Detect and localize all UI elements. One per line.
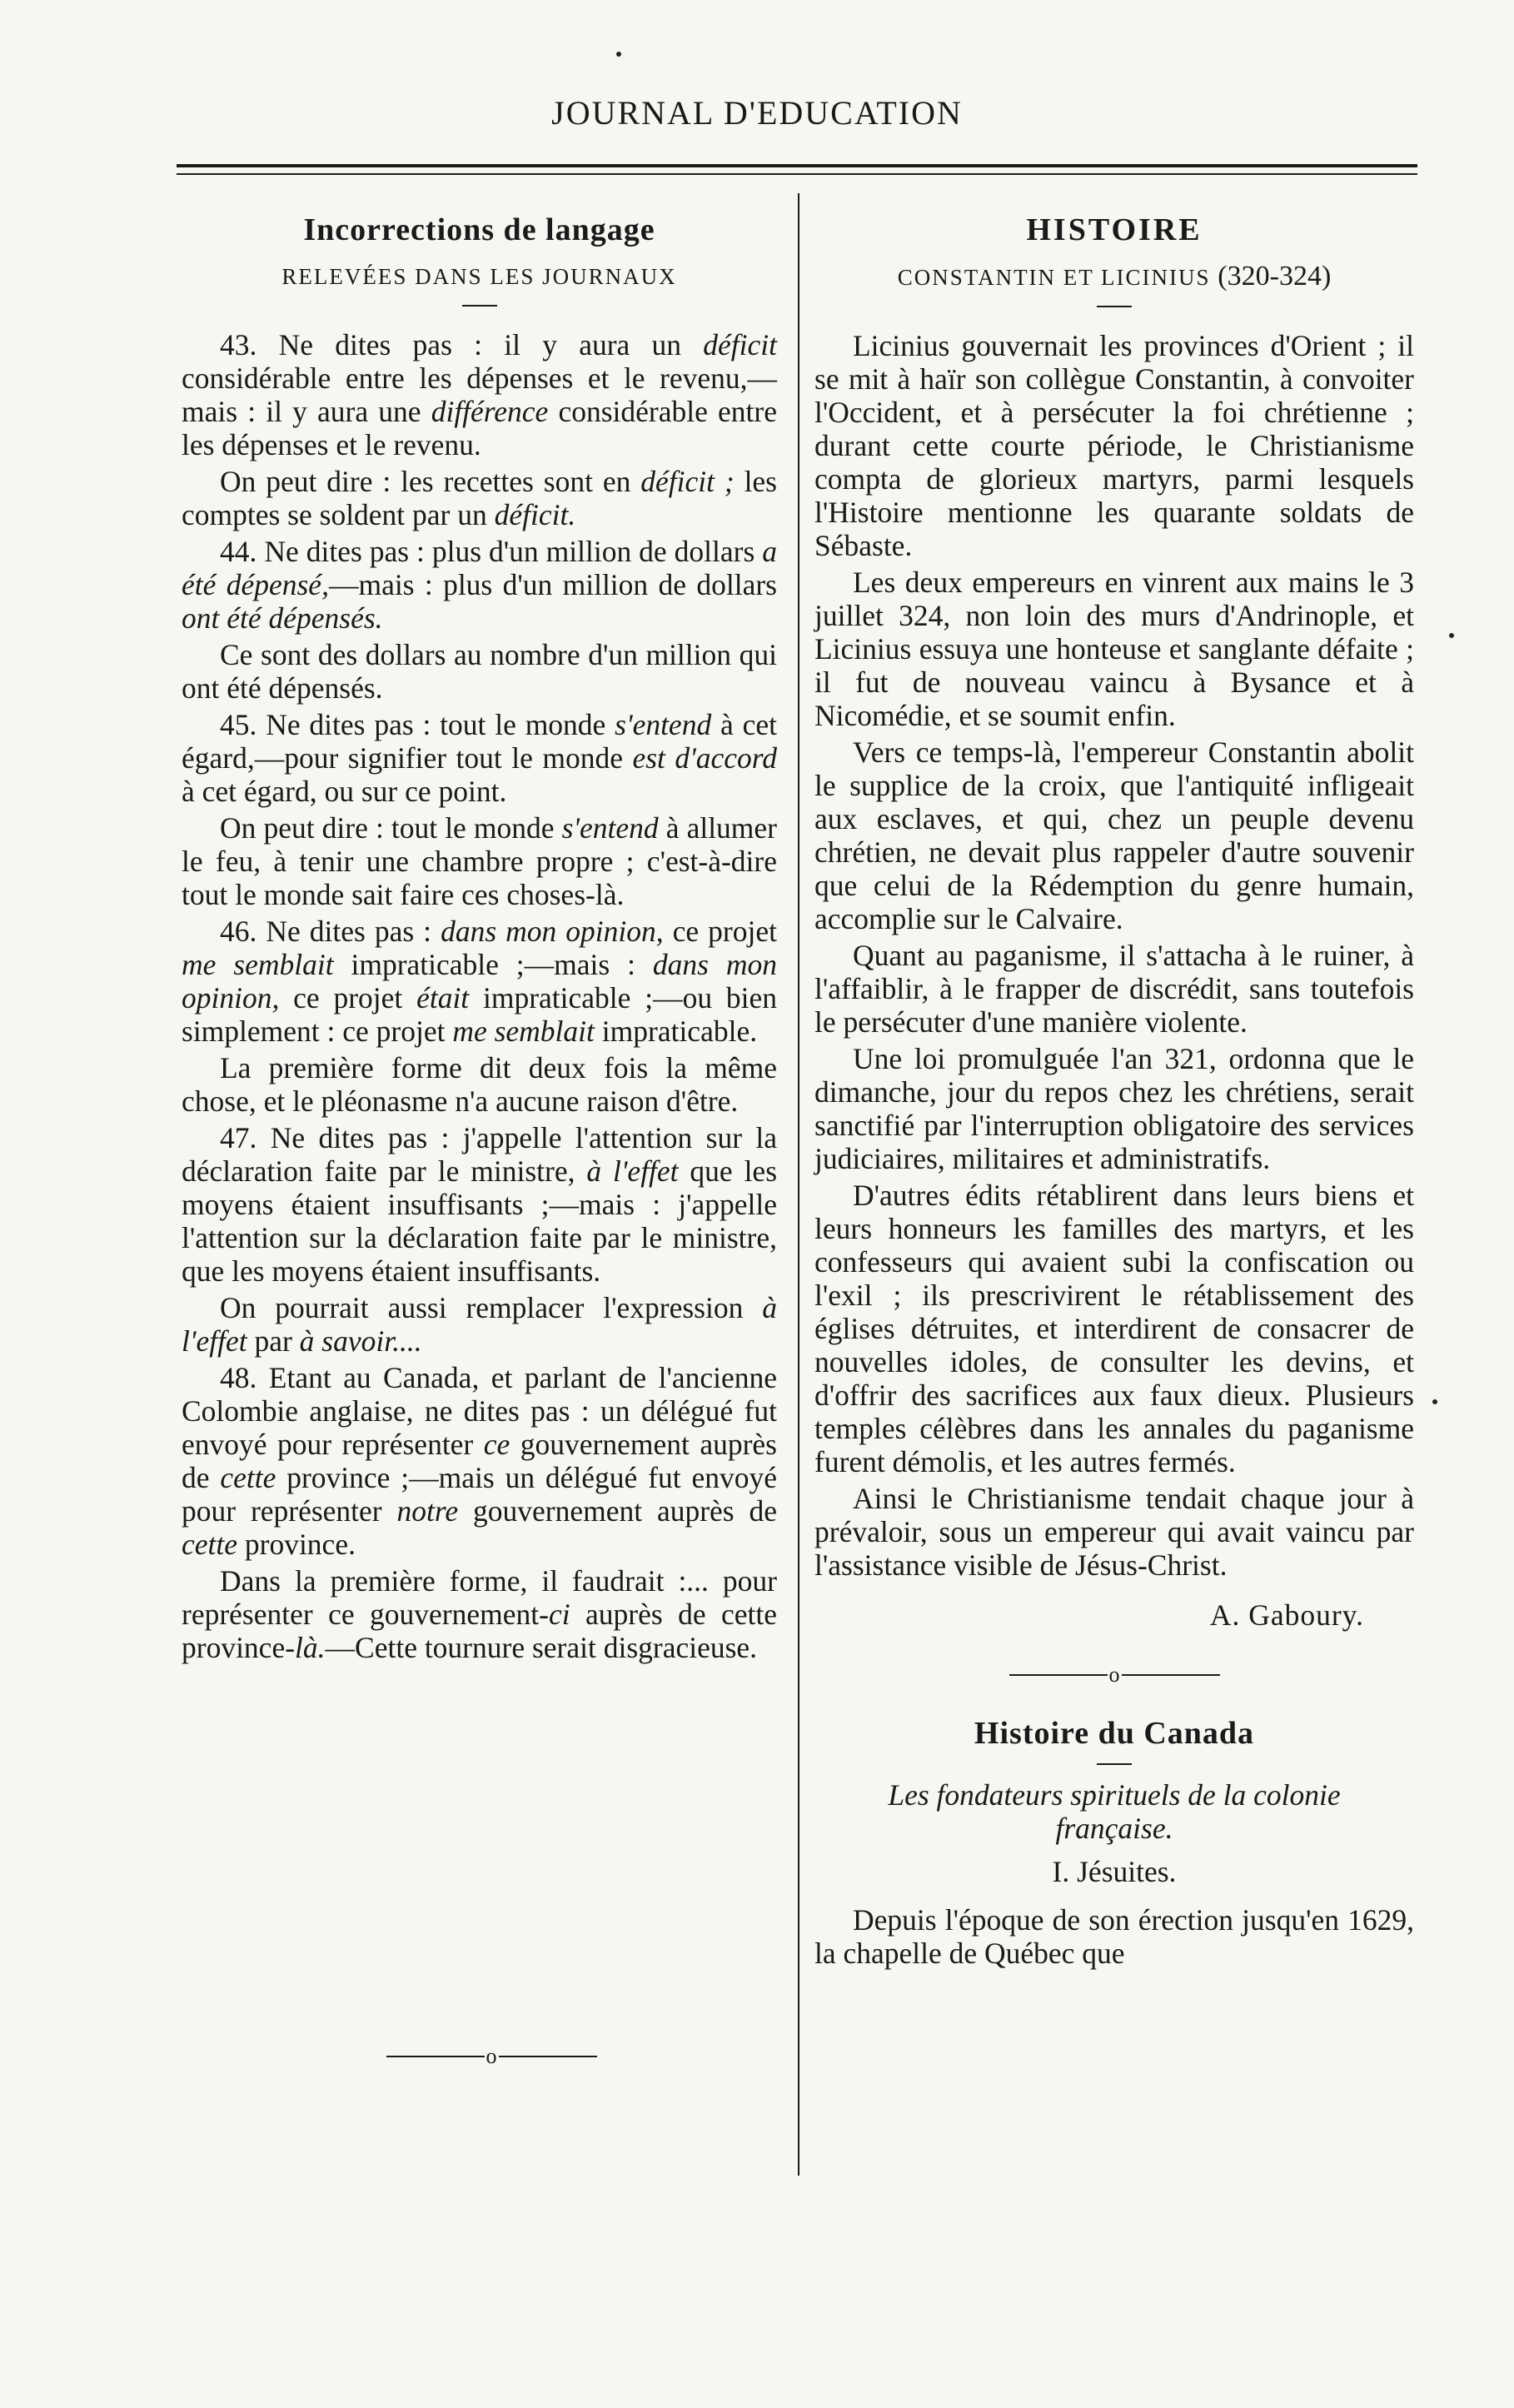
text-run: Une loi promulguée l'an 321, ordonna que le dimanche, jour du repos chez les chrétiens, serait sanctifié par l'interruption obligatoire des services judiciaires, militaires et administratifs.: [814, 1042, 1414, 1175]
text-run: Ainsi le Christianisme tendait chaque jour à prévaloir, sous un empereur qui avait vaincu par l'assistance visible de Jésus-Christ.: [814, 1482, 1414, 1582]
text-run: Licinius gouvernait les provinces d'Orient ; il se mit à haïr son collègue Constantin, à convoiter l'Occident, et à persécuter la foi chrétienne ; durant cette courte période, le Christianisme compta de glorieux martyrs, parmi lesquels l'Histoire mentionne les quarante soldats de Sébaste.: [814, 329, 1414, 562]
italic-text: s'entend: [561, 811, 659, 845]
text-run: Ce sont des dollars au nombre d'un million qui ont été dépensés.: [182, 638, 777, 705]
paragraph: [182, 811, 777, 911]
text-run: D'autres édits rétablirent dans leurs biens et leurs honneurs les familles des martyrs, et les confesseurs qui avaient subi la confiscation ou l'exil ; ils prescrivirent le rétablissement des églises détruites, et interdirent de consacrer de nouvelles idoles, de consulter les devins, et d'offrir des sacrifices aux faux dieux. Plusieurs temples célèbres dans les annales du paganisme furent démolis, et les autres fermés.: [814, 1179, 1414, 1478]
right-paragraphs: [814, 329, 1414, 1582]
left-paragraphs: [182, 328, 777, 1664]
text-run: à allumer le feu, à tenir une chambre propre ; c'est-à-dire tout le monde sait faire ces choses-là.: [182, 811, 778, 911]
text-run: ce projet: [663, 915, 777, 948]
paragraph: [182, 915, 777, 1048]
text-run: considérable entre les dépenses et le revenu.: [182, 395, 777, 461]
italic-text: notre: [396, 1494, 459, 1528]
column-divider: [798, 193, 799, 2176]
text-run: considérable entre les dépenses et le revenu,—mais : il y aura une: [182, 361, 777, 428]
text-run: —Cette tournure serait disgracieuse.: [325, 1631, 758, 1664]
italic-text: a été dépensé,: [182, 535, 777, 601]
text-run: 48. Etant au Canada, et parlant de l'ancienne Colombie anglaise, ne dites pas : un délégué fut envoyé pour représenter: [182, 1361, 777, 1461]
text-run: à cet égard, ou sur ce point.: [182, 775, 507, 808]
paragraph: [182, 708, 777, 808]
text-run: les comptes se soldent par un: [182, 465, 778, 531]
paragraph: [814, 1903, 1414, 1970]
italic-text: là.: [295, 1631, 326, 1664]
text-run: auprès de cette province-: [182, 1598, 777, 1664]
paragraph: [814, 735, 1414, 935]
paragraph: [814, 939, 1414, 1039]
italic-text: était: [416, 981, 470, 1015]
italic-text: déficit.: [494, 498, 576, 531]
right-ornament-mark: o: [1108, 1663, 1120, 1688]
text-run: On pourrait aussi remplacer l'expression: [220, 1291, 763, 1324]
right-title-dash: [1097, 306, 1132, 307]
left-title-dash: [462, 305, 497, 307]
print-speck: [1449, 633, 1454, 638]
text-run: Les deux empereurs en vinrent aux mains le 3 juillet 324, non loin des murs d'Andrinople, et Licinius essuya une honteuse et sanglante défaite ; il fut de nouveau vaincu à Bysance et à Nicomédie, et se soumit enfin.: [814, 566, 1414, 732]
paragraph: [182, 1051, 777, 1118]
italic-text: ci: [548, 1598, 570, 1631]
paragraph: [814, 1179, 1414, 1478]
left-column: [182, 213, 777, 1668]
text-run: ce projet: [279, 981, 417, 1015]
left-bottom-ornament: [366, 2042, 616, 2069]
text-run: La première forme dit deux fois la même chose, et le pléonasme n'a aucune raison d'être.: [182, 1051, 777, 1118]
text-run: Depuis l'époque de son érection jusqu'en 1629, la chapelle de Québec que: [814, 1903, 1414, 1971]
right-subtitle-text: CONSTANTIN ET LICINIUS: [897, 265, 1211, 290]
left-section-subtitle: RELEVÉES DANS LES JOURNAUX: [281, 264, 677, 289]
text-run: On peut dire : tout le monde: [220, 811, 562, 845]
paragraph: [182, 638, 777, 705]
text-run: 45. Ne dites pas : tout le monde: [220, 708, 615, 741]
canada-italic-title: Les fondateurs spirituels de la colonie française.: [888, 1778, 1341, 1846]
paragraph: [182, 465, 777, 531]
italic-text: me semblait: [452, 1015, 595, 1048]
header-rule-bottom: [177, 173, 1417, 175]
italic-text: ont été dépensés.: [182, 601, 383, 635]
italic-text: dans mon opinion,: [441, 915, 664, 948]
paragraph: [182, 1121, 777, 1288]
paragraph: [814, 1042, 1414, 1175]
paragraph: [814, 1482, 1414, 1582]
text-run: par: [247, 1324, 300, 1358]
header-rule-top: [177, 164, 1417, 167]
text-run: —mais : plus d'un million de dollars: [328, 568, 777, 601]
italic-text: cette: [220, 1461, 276, 1494]
paragraph: [182, 1361, 777, 1561]
paragraph: [814, 566, 1414, 732]
text-run: gouvernement auprès de: [458, 1494, 777, 1528]
text-run: gouvernement auprès de: [182, 1428, 777, 1494]
text-run: Vers ce temps-là, l'empereur Constantin abolit le supplice de la croix, que l'antiquité infligeait aux esclaves, et qui, chez un peuple devenu chrétien, ne devait plus rappeler d'autre souvenir que celui de la Rédemption du genre humain, accomplie sur le Calvaire.: [814, 735, 1414, 935]
right-ornament: [814, 1657, 1414, 1692]
canada-title-dash: [1097, 1763, 1132, 1765]
text-run: Quant au paganisme, il s'attacha à le ruiner, à l'affaiblir, à le frapper de discrédit, sans toutefois le persécuter d'une manière violente.: [814, 939, 1414, 1039]
paragraph: [814, 329, 1414, 562]
paragraph: [182, 1291, 777, 1358]
text-run: province.: [237, 1528, 356, 1561]
italic-text: déficit ;: [640, 465, 735, 498]
canada-paragraphs: [814, 1903, 1414, 1970]
italic-text: est d'accord: [632, 741, 777, 775]
italic-text: à savoir....: [299, 1324, 422, 1358]
italic-text: déficit: [703, 328, 777, 361]
text-run: 46. Ne dites pas :: [220, 915, 441, 948]
italic-text: cette: [182, 1528, 237, 1561]
journal-header: JOURNAL D'EDUCATION: [551, 94, 963, 132]
print-speck: [616, 52, 621, 57]
italic-text: me semblait: [182, 948, 334, 981]
text-run: 47. Ne dites pas : j'appelle l'attention sur la déclaration faite par le ministre,: [182, 1121, 777, 1188]
italic-text: à l'effet: [586, 1154, 679, 1188]
paragraph: [182, 328, 777, 461]
paragraph: [182, 535, 777, 635]
text-run: impraticable ;—ou bien simplement : ce projet: [182, 981, 777, 1048]
italic-text: à l'effet: [182, 1291, 777, 1358]
text-run: impraticable ;—mais :: [333, 948, 653, 981]
paragraph: [182, 1564, 777, 1664]
right-column: [814, 213, 1414, 1973]
text-run: impraticable.: [594, 1015, 758, 1048]
text-run: province ;—mais un délégué fut envoyé pour représenter: [182, 1461, 777, 1528]
text-run: que les moyens étaient insuffisants ;—mais : j'appelle l'attention sur la déclaration faite par le ministre, que les moyens étaient insuffisants.: [182, 1154, 778, 1288]
right-section-title: HISTOIRE: [1026, 212, 1203, 247]
text-run: 43. Ne dites pas : il y aura un: [220, 328, 704, 361]
left-section-title: Incorrections de langage: [303, 212, 655, 247]
left-ornament-mark: o: [486, 2044, 497, 2069]
canada-subheading: I. Jésuites.: [1052, 1855, 1177, 1889]
canada-section-title: Histoire du Canada: [974, 1716, 1255, 1752]
print-speck: [1432, 1399, 1437, 1404]
text-run: à cet égard,—pour signifier tout le monde: [182, 708, 778, 775]
author-signature: A. Gaboury.: [1209, 1598, 1364, 1632]
right-subtitle-dates: (320-324): [1218, 261, 1332, 292]
text-run: Dans la première forme, il faudrait :... pour représenter ce gouvernement-: [182, 1564, 777, 1631]
italic-text: ce: [483, 1428, 510, 1461]
italic-text: s'entend: [615, 708, 712, 741]
italic-text: différence: [431, 395, 549, 428]
right-section-subtitle: [814, 260, 1414, 294]
text-run: On peut dire : les recettes sont en: [220, 465, 641, 498]
text-run: 44. Ne dites pas : plus d'un million de dollars: [220, 535, 763, 568]
italic-text: dans mon opinion,: [182, 948, 777, 1015]
